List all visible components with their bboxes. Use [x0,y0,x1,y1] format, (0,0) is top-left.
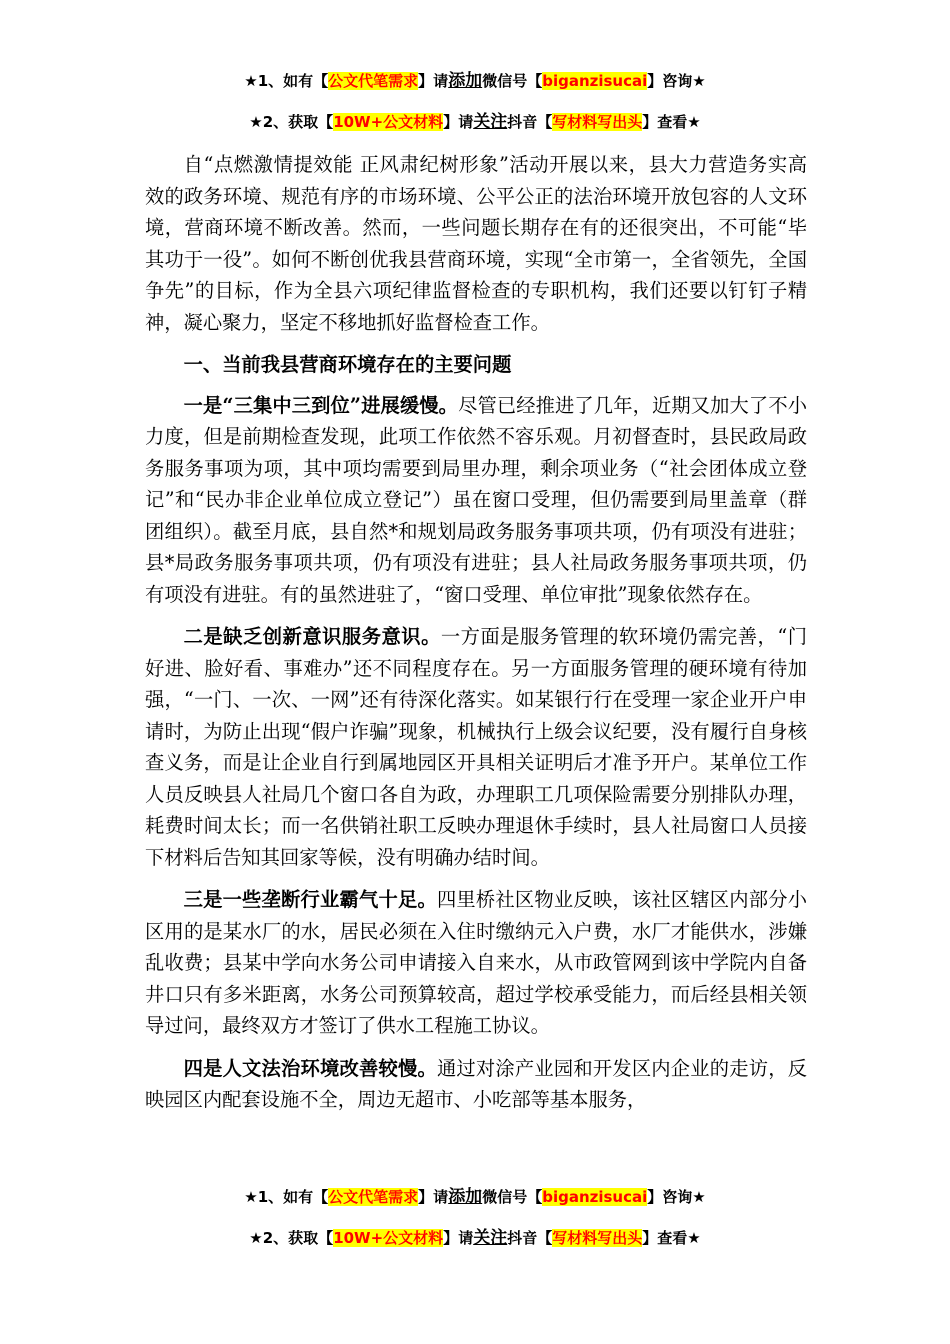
bottom-banner-line-2: ★2、获取【10W+公文材料】请关注抖音【写材料写出头】查看★ [249,1228,701,1248]
underlined-follow: 关注 [473,112,508,132]
underlined-follow: 关注 [473,1228,508,1248]
paragraph-4-text: 通过对涂产业园和开发区内企业的走访，反映园区内配套设施不全，周边无超市、小吃部等基本服务， [145,1056,807,1111]
star-icon: ★ [244,72,258,90]
highlight-wechat-id: biganzisucai [542,1188,648,1206]
document-body [145,149,807,1127]
paragraph-1-lead: 一是“三集中三到位”进展缓慢。 [183,393,459,417]
bottom-banner-line-1: ★1、如有【公文代笔需求】请添加微信号【biganzisucai】咨询★ [244,1187,706,1207]
highlight-douyin-account: 写材料写出头 [552,1229,643,1247]
highlight-douyin-account: 写材料写出头 [552,113,643,131]
highlight-wechat-id: biganzisucai [542,72,648,90]
paragraph-3 [145,884,807,1042]
paragraph-2-lead: 二是缺乏创新意识服务意识。 [183,625,441,648]
underlined-add: 添加 [448,1187,483,1207]
paragraph-4-lead: 四是人文法治环境改善较慢。 [183,1056,437,1080]
top-banner-line-1: ★1、如有【公文代笔需求】请添加微信号【biganzisucai】咨询★ [244,71,706,91]
paragraph-3-text: 四里桥社区物业反映，该社区辖区内部分小区用的是某水厂的水，居民必须在入住时缴纳元入户费，水厂才能供水，涉嫌乱收费；县某中学向水务公司申请接入自来水，从市政管网到该中学院内自备井口只有多米距离，水务公司预算较高，超过学校承受能力，而后经县相关领导过问，最终双方才签订了供水工程施工协议。 [145,888,807,1037]
underlined-add: 添加 [448,71,483,91]
star-icon: ★ [249,1229,263,1247]
paragraph-1 [145,390,807,611]
star-icon: ★ [244,1188,258,1206]
top-banner-line-2: ★2、获取【10W+公文材料】请关注抖音【写材料写出头】查看★ [249,112,701,132]
paragraph-3-lead: 三是一些垄断行业霸气十足。 [183,888,437,911]
paragraph-4 [145,1053,807,1116]
paragraph-2-text: 一方面是服务管理的软环境仍需完善，“门好进、脸好看、事难办”还不同程度存在。另一方面服务管理的硬环境有待加强，“一门、一次、一网”还有待深化落实。如某银行行在受理一家企业开户申请时，为防止出现“假户诈骗”现象，机械执行上级会议纪要，没有履行自身核查义务，而是让企业自行到属地园区开具相关证明后才准予开户。某单位工作人员反映县人社局几个窗口各自为政，办理职工几项保险需要分别排队办理，耗费时间太长；而一名供销社职工反映办理退休手续时，县人社局窗口人员接下材料后告知其回家等候，没有明确办结时间。 [145,625,807,869]
section-heading: 一、当前我县营商环境存在的主要问题 [183,353,512,376]
highlight-ghostwriting: 公文代笔需求 [328,1188,419,1206]
highlight-materials: 10W+公文材料 [333,113,444,131]
star-icon: ★ [249,113,263,131]
highlight-materials: 10W+公文材料 [333,1229,444,1247]
paragraph-2 [145,621,807,873]
highlight-ghostwriting: 公文代笔需求 [328,72,419,90]
paragraph-1-text: 尽管已经推进了几年，近期又加大了不小力度，但是前期检查发现，此项工作依然不容乐观。月初督查时，县民政局政务服务事项为项，其中项均需要到局里办理，剩余项业务（“社会团体成立登记”和“民办非企业单位成立登记”）虽在窗口受理，但仍需要到局里盖章（群团组织）。截至月底，县自然*和规划局政务服务事项共项，仍有项没有进驻；县*局政务服务事项共项，仍有项没有进驻；县人社局政务服务事项共项，仍有项没有进驻。有的虽然进驻了，“窗口受理、单位审批”现象依然存在。 [145,393,807,606]
intro-paragraph: 自“点燃激情提效能 正风肃纪树形象”活动开展以来，县大力营造务实高效的政务环境、规范有序的市场环境、公平公正的法治环境开放包容的人文环境，营商环境不断改善。然而，一些问题长期存在有的还很突出，不可能“毕其功于一役”。如何不断创优我县营商环境，实现“全市第一，全省领先，全国争先”的目标，作为全县六项纪律监督检查的专职机构，我们还要以钉钉子精神，凝心聚力，坚定不移地抓好监督检查工作。 [145,153,807,334]
